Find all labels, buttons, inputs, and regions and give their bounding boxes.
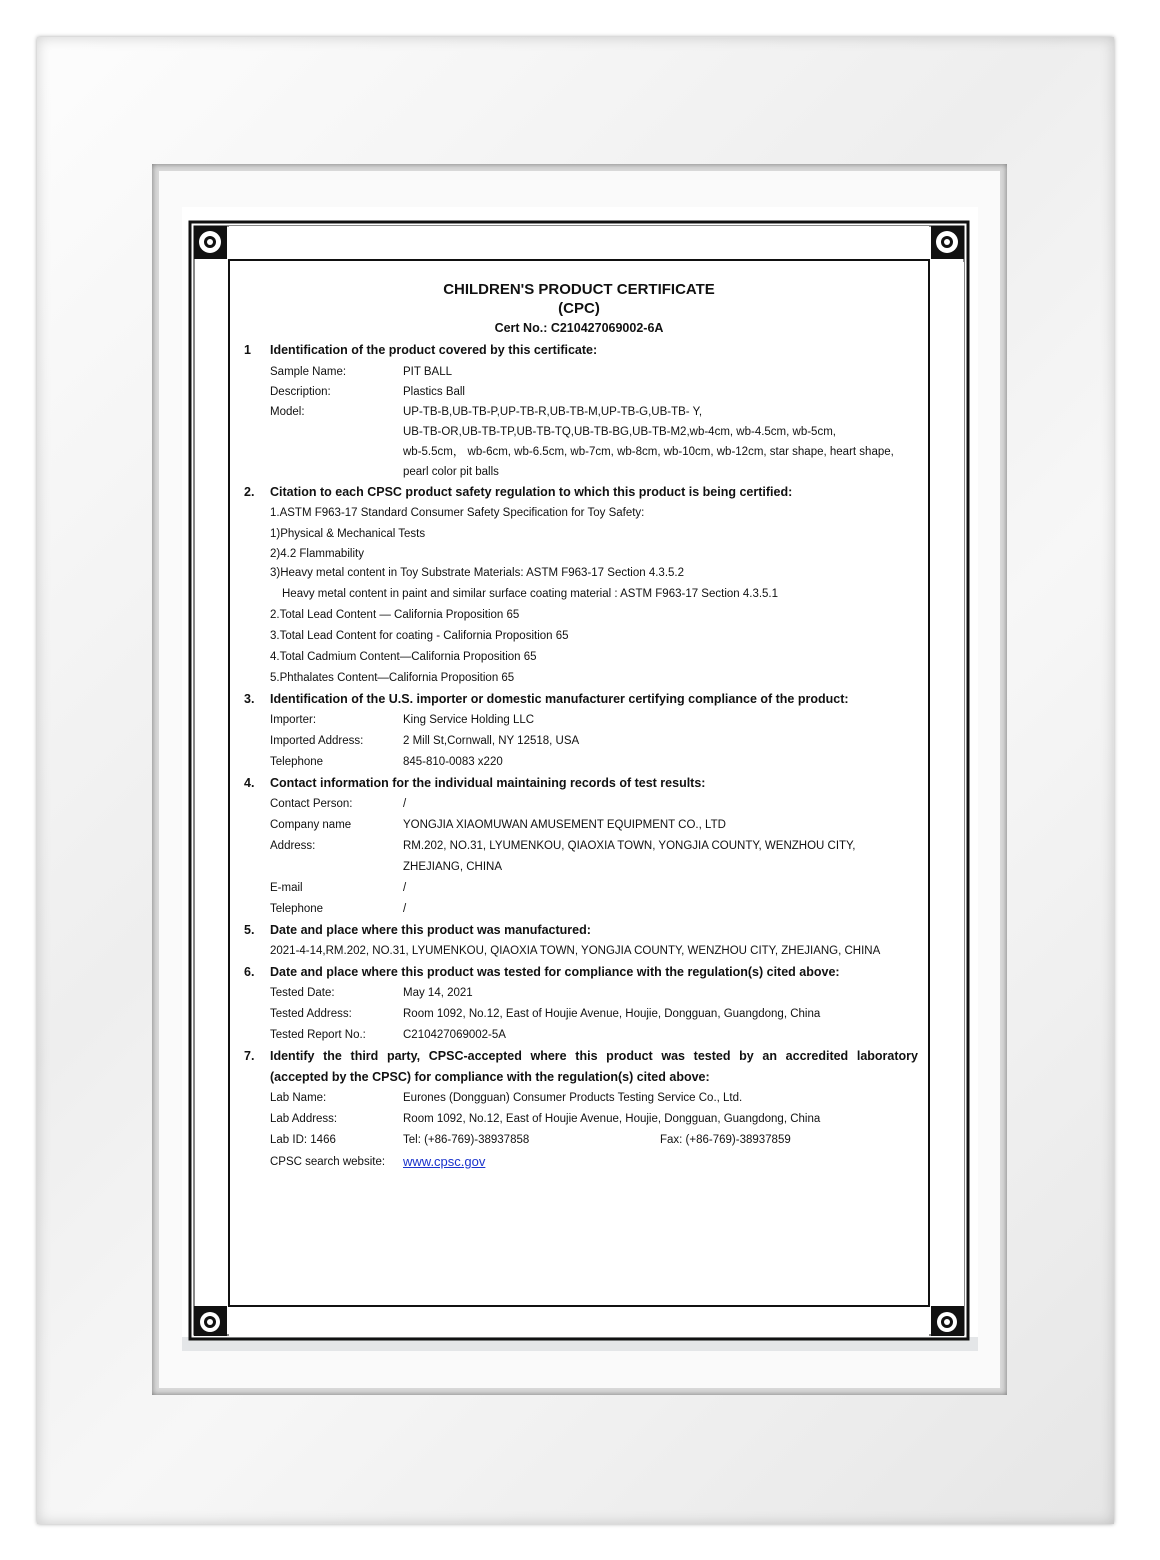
manufacture-date-place: 2021-4-14,RM.202, NO.31, LYUMENKOU, QIAOXIA TOWN, YONGJIA COUNTY, WENZHOU CITY, ZHEJIANG, CHINA (270, 945, 881, 957)
regulation-line: 3)Heavy metal content in Toy Substrate Materials: ASTM F963-17 Section 4.3.5.2 (270, 567, 684, 579)
regulation-line: 5.Phthalates Content—California Proposition 65 (270, 672, 515, 684)
corner-ornament-bl (194, 1306, 227, 1336)
corner-ornament-br (931, 1306, 964, 1336)
certificate-content: CHILDREN'S PRODUCT CERTIFICATE (CPC) Cert No.: C210427069002-6A 1 Identification of the product covered by this certificate: Sample Name: PIT BALL Description: Plastics Ball Model: UP-TB-B,UB-TB-P,UP-TB-R,UB-TB-M,UP-TB-G,UB-TB- Y, UB-TB-OR,UB-TB-TP,UB-TB-TQ,UB-TB-BG,UB-TB-M2,wb-4cm, wb-4.5cm, wb-5cm, wb-5.5cm， wb-6cm, wb-6.5cm, wb-7cm, wb-8cm, wb-10cm, wb-12cm, star shape, heart shape, pearl color pit balls 2. Citation to each CPSC product safety regulation to which this product is being certified: 1.ASTM F963-17 Standard Consumer Safety Specification for Toy Safety: 1)Physical & Mechanical Tests 2)4.2 Flammability 3)Heavy metal content in Toy Substrate Materials: ASTM F963-17 Section 4.3.5.2 Heavy metal content in paint and similar surface coating material : ASTM F963-17 Section 4.3.5.1 2.Total Lead Content — California Proposition 65 3.Total Lead Content for coating - California Proposition 65 4.Total Cadmium Content—California Proposition 65 5.Phthalates Content—California Proposition 65 3. Identification of the U.S. importer or domestic manufacturer certifying compliance of the product: Importer: King Service Holding LLC Imported Address: 2 Mill St,Cornwall, NY 12518, USA Telephone 845-810-0083 x220 4. Contact information for the individual maintaining records of test results: Contact Person: / Company name YONGJIA XIAOMUWAN AMUSEMENT EQUIPMENT CO., LTD Address: RM.202, NO.31, LYUMENKOU, QIAOXIA TOWN, YONGJIA COUNTY, WENZHOU CITY, ZHEJIANG, CHINA E-mail / Telephone / 5. Date and place where this product was manufactured: 2021-4-14,RM.202, NO.31, LYUMENKOU, QIAOXIA TOWN, YONGJIA COUNTY, WENZHOU CITY, ZHEJIANG, CHINA 6. Date and place where this product was tested for compliance with the regulation(s) cited above: Tested Date: May 14, 2021 Tested Address: Room 1092, No.12, East of Houjie Avenue, Houjie, Dongguan, Guangdong, China Tested Report No.: C210427069002-5A 7. Identify the third party, CPSC-accepted where this product was tested by an accredited laboratory (accepted by the CPSC) for compliance with the regulation(s) cited above: Lab Name: Eurones (Dongguan) Consumer Products Testing Service Co., Ltd. Lab Address: Room 1092, No.12, East of Houjie Avenue, Houjie, Dongguan, Guangdong, China Lab ID: 1466 Tel: (+86-769)-38937858 Fax: (+86-769)-38937859 CPSC search website: www.cpsc.gov (232, 262, 926, 1302)
regulation-line: 1.ASTM F963-17 Standard Consumer Safety Specification for Toy Safety: (270, 507, 645, 519)
certificate-subtitle: (CPC) (558, 300, 600, 317)
regulation-line: Heavy metal content in paint and similar surface coating material : ASTM F963-17 Section 4.3.5.1 (282, 588, 779, 600)
corner-ornament-tl (194, 226, 227, 259)
certificate-title: CHILDREN'S PRODUCT CERTIFICATE (443, 281, 715, 298)
regulation-line: 1)Physical & Mechanical Tests (270, 528, 426, 540)
regulation-line: 2.Total Lead Content — California Proposition 65 (270, 609, 520, 621)
regulation-line: 3.Total Lead Content for coating - California Proposition 65 (270, 630, 569, 642)
cert-number: Cert No.: C210427069002-6A (494, 321, 664, 335)
regulation-line: 4.Total Cadmium Content—California Proposition 65 (270, 651, 537, 663)
regulation-line: 2)4.2 Flammability (270, 548, 364, 560)
corner-ornament-tr (931, 226, 964, 259)
cpsc-website-link[interactable]: www.cpsc.gov (403, 1154, 486, 1169)
